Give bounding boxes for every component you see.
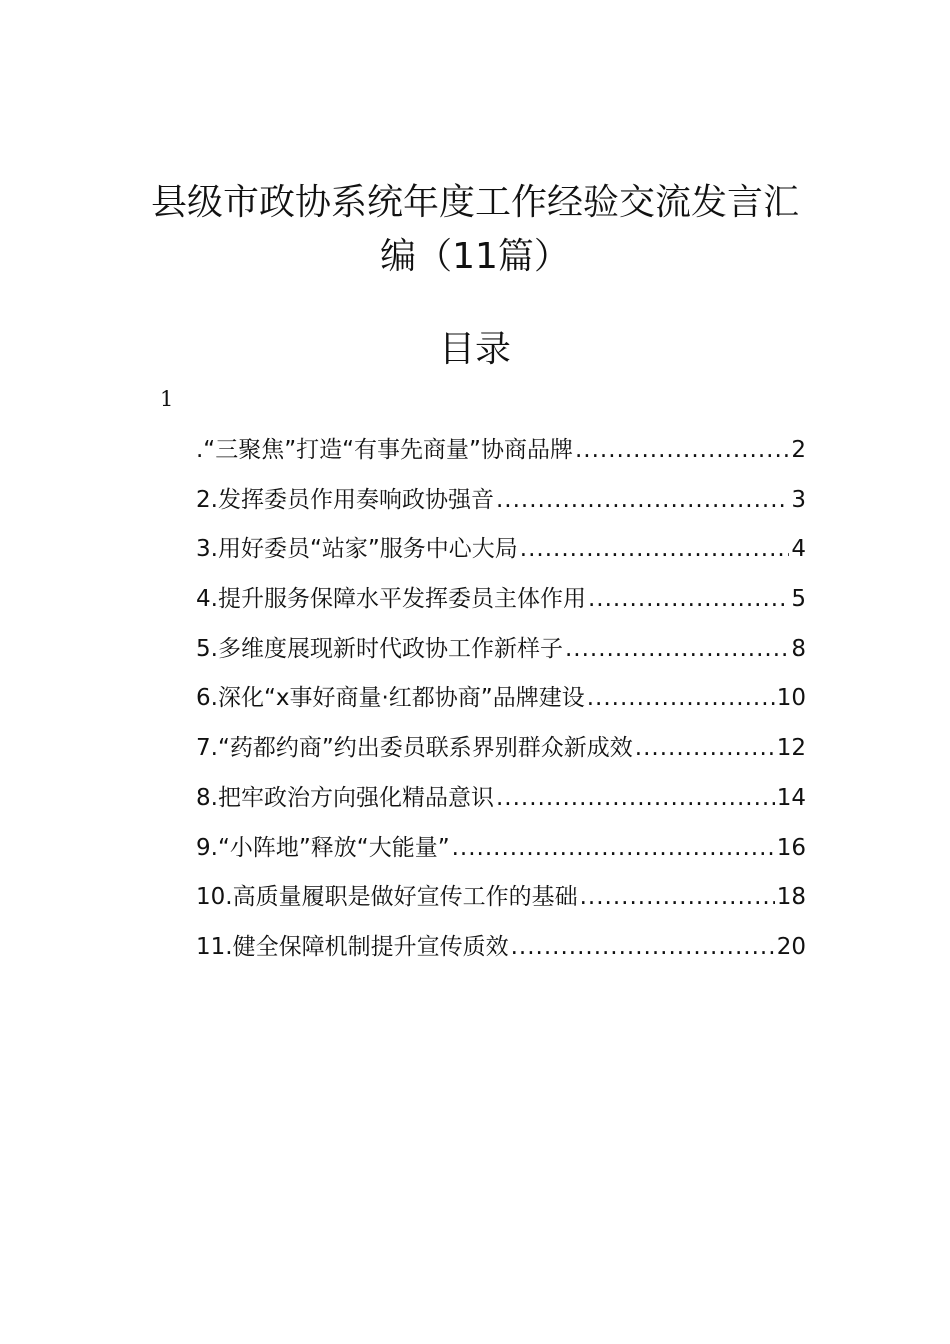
table-of-contents <box>196 430 806 977</box>
toc-entry-page-number: 4 <box>791 536 806 563</box>
toc-entry-page-number: 5 <box>791 586 806 613</box>
toc-dot-leader <box>575 430 789 470</box>
toc-entry[interactable] <box>196 678 806 728</box>
toc-dot-leader <box>565 629 789 669</box>
toc-dot-leader <box>520 529 790 569</box>
toc-heading: 目录 <box>438 329 511 370</box>
document-title-line-1: 县级市政协系统年度工作经验交流发言汇 <box>150 182 799 223</box>
toc-entry-title: 3.用好委员“站家”服务中心大局 <box>196 536 518 563</box>
toc-entry[interactable] <box>196 529 806 579</box>
toc-entry[interactable] <box>196 778 806 828</box>
toc-entry-page-number: 16 <box>776 834 806 861</box>
toc-entry[interactable] <box>196 728 806 778</box>
page-marker: 1 <box>160 387 174 411</box>
toc-entry-title: 4.提升服务保障水平发挥委员主体作用 <box>196 586 586 613</box>
toc-entry-title: 7.“药都约商”约出委员联系界别群众新成效 <box>196 735 633 762</box>
toc-entry-page-number: 10 <box>776 685 806 712</box>
toc-dot-leader <box>511 927 775 967</box>
toc-dot-leader <box>496 480 789 520</box>
toc-entry[interactable] <box>196 579 806 629</box>
toc-dot-leader <box>580 877 775 917</box>
toc-entry-title: 6.深化“x事好商量·红都协商”品牌建设 <box>196 685 585 712</box>
toc-dot-leader <box>452 828 775 868</box>
toc-entry[interactable] <box>196 480 806 530</box>
toc-dot-leader <box>635 728 775 768</box>
toc-entry-page-number: 20 <box>776 933 806 960</box>
toc-entry-page-number: 8 <box>791 635 806 662</box>
toc-entry-page-number: 2 <box>791 437 806 463</box>
toc-entry-title: 10.高质量履职是做好宣传工作的基础 <box>196 884 578 911</box>
toc-entry-page-number: 3 <box>791 486 806 513</box>
toc-dot-leader <box>587 678 775 718</box>
toc-entry-title: .“三聚焦”打造“有事先商量”协商品牌 <box>196 437 573 463</box>
toc-entry-title: 8.把牢政治方向强化精品意识 <box>196 784 494 811</box>
toc-entry[interactable] <box>196 629 806 679</box>
toc-entry-page-number: 12 <box>776 735 806 762</box>
toc-entry-page-number: 18 <box>776 884 806 911</box>
toc-entry[interactable] <box>196 877 806 927</box>
toc-entry-title: 2.发挥委员作用奏响政协强音 <box>196 486 494 513</box>
toc-entry[interactable] <box>196 828 806 878</box>
document-title <box>150 176 800 284</box>
toc-entry-title: 5.多维度展现新时代政协工作新样子 <box>196 635 563 662</box>
toc-entry-page-number: 14 <box>776 784 806 811</box>
toc-dot-leader <box>496 778 775 818</box>
document-title-line-2: 编（11篇） <box>380 236 570 277</box>
toc-entry-title: 9.“小阵地”释放“大能量” <box>196 834 450 861</box>
toc-entry[interactable] <box>196 927 806 977</box>
toc-entry-title: 11.健全保障机制提升宣传质效 <box>196 933 509 960</box>
toc-entry[interactable] <box>196 430 806 480</box>
toc-dot-leader <box>588 579 789 619</box>
